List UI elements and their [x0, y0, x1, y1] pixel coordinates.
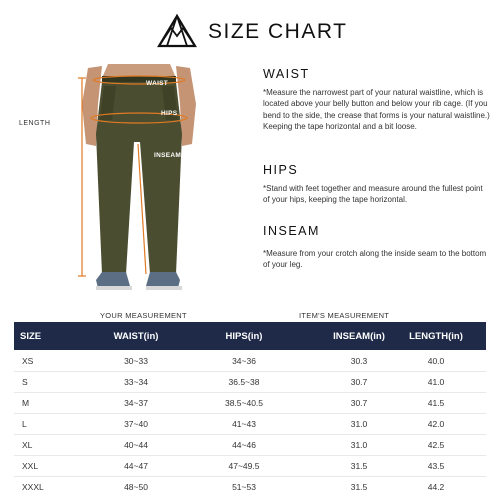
cell-waist: 34~37 [124, 398, 148, 408]
cell-waist: 33~34 [124, 377, 148, 387]
header-waist: WAIST(in) [113, 331, 159, 342]
cell-inseam: 30.7 [350, 398, 368, 408]
cell-length: 43.5 [427, 461, 445, 471]
inseam-figure-label: INSEAM [154, 152, 182, 159]
cell-waist: 37~40 [124, 419, 148, 429]
cell-inseam: 31.0 [350, 419, 368, 429]
cell-length: 44.2 [427, 482, 445, 492]
cell-waist: 44~47 [124, 461, 148, 471]
your-measurement-caption: YOUR MEASUREMENT [100, 311, 187, 320]
cell-length: 42.0 [427, 419, 445, 429]
hips-description: *Stand with feet together and measure around the fullest point of your hips, keeping the tape horizontal. [263, 184, 483, 205]
cell-size: XXL [22, 461, 39, 471]
table-row [14, 434, 486, 456]
hips-heading: HIPS [263, 163, 299, 177]
waist-heading: WAIST [263, 67, 310, 81]
waist-figure-label: WAIST [146, 80, 169, 87]
cell-length: 40.0 [427, 356, 445, 366]
header-inseam: INSEAM(in) [333, 331, 385, 342]
cell-hips: 47~49.5 [228, 461, 260, 471]
cell-inseam: 31.5 [350, 482, 368, 492]
length-label: LENGTH [19, 120, 51, 127]
inseam-heading: INSEAM [263, 224, 320, 238]
mountain-logo-icon [157, 14, 197, 48]
cell-hips: 38.5~40.5 [224, 398, 264, 408]
cell-hips: 44~46 [232, 440, 256, 450]
cell-inseam: 30.7 [350, 377, 368, 387]
table-row [14, 371, 486, 393]
hips-figure-label: HIPS [161, 110, 178, 117]
cell-hips: 51~53 [232, 482, 256, 492]
cell-waist: 40~44 [124, 440, 148, 450]
table-row [14, 413, 486, 435]
header-hips: HIPS(in) [225, 331, 263, 342]
cell-hips: 34~36 [232, 356, 256, 366]
cell-waist: 48~50 [124, 482, 148, 492]
header-size: SIZE [20, 331, 42, 342]
table-row [14, 392, 486, 414]
header-length: LENGTH(in) [409, 331, 463, 342]
cell-size: S [22, 377, 28, 387]
page-title: SIZE CHART [208, 20, 348, 43]
cell-hips: 36.5~38 [228, 377, 260, 387]
cell-size: XXXL [22, 482, 44, 492]
table-row [14, 350, 486, 372]
cell-size: M [22, 398, 30, 408]
cell-hips: 41~43 [232, 419, 256, 429]
cell-length: 41.0 [427, 377, 445, 387]
cell-length: 42.5 [427, 440, 445, 450]
table-row [14, 476, 486, 497]
waist-description: *Measure the narrowest part of your natural waistline, which is located above your belly button and below your rib cage. (If you bend to the side, the crease that forms is your natural waistline.) Keeping the tape horizontal and a bit loose. [263, 88, 490, 132]
inseam-description: *Measure from your crotch along the inside seam to the bottom of your leg. [263, 249, 487, 270]
cell-size: L [22, 419, 27, 429]
table-row [14, 455, 486, 477]
cell-size: XS [22, 356, 34, 366]
table-header [14, 322, 486, 350]
pants-figure [16, 64, 246, 304]
cell-inseam: 30.3 [350, 356, 368, 366]
header [0, 12, 500, 56]
cell-inseam: 31.5 [350, 461, 368, 471]
cell-length: 41.5 [427, 398, 445, 408]
model-illustration [16, 64, 246, 304]
item-measurement-caption: ITEM'S MEASUREMENT [299, 311, 390, 320]
cell-inseam: 31.0 [350, 440, 368, 450]
cell-waist: 30~33 [124, 356, 148, 366]
cell-size: XL [22, 440, 33, 450]
